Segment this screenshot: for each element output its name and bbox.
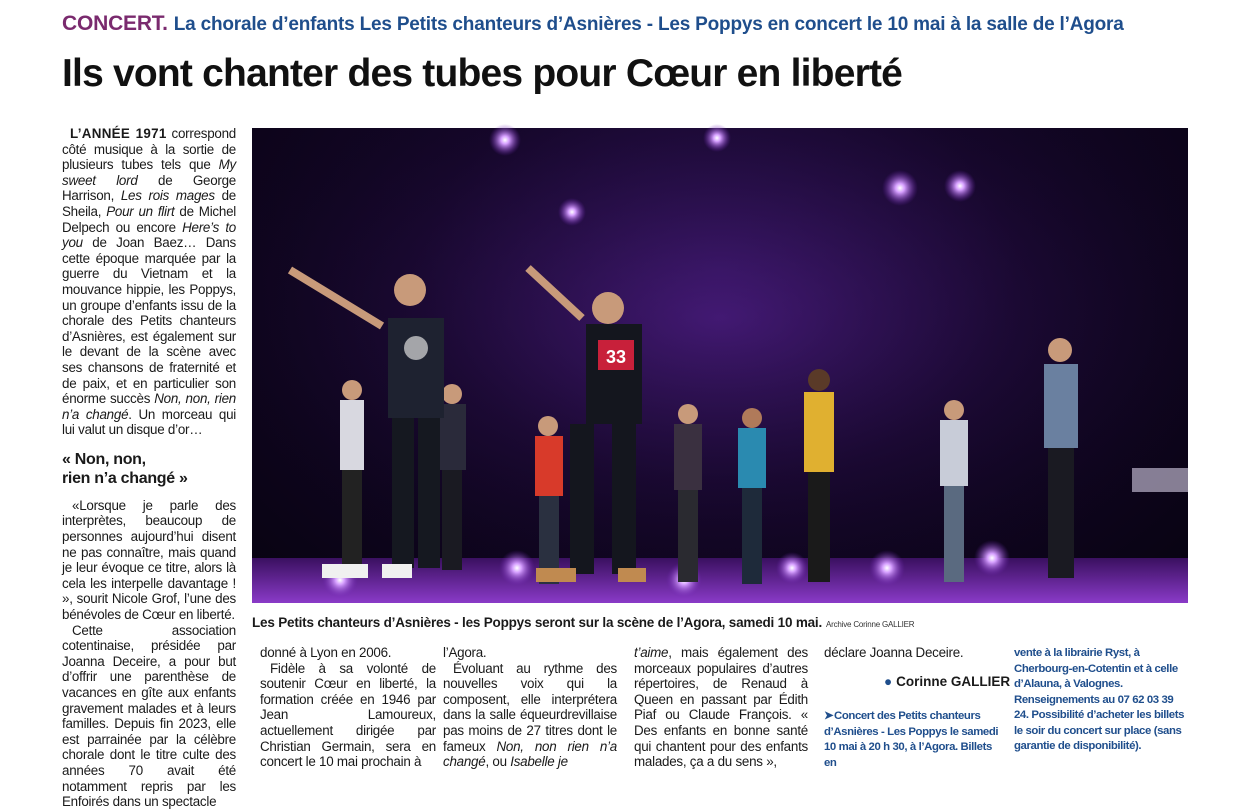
singer — [535, 416, 563, 584]
subheading: « Non, non, rien n’a changé » — [62, 450, 188, 487]
article-column-2 — [260, 645, 436, 770]
singer — [804, 369, 834, 582]
concert-info: ➤Concert des Petits chanteurs d’Asnières - Les Poppys le samedi 10 mai à 20 h 30, à l’Agora. Billets en — [824, 710, 999, 769]
paragraph: «Lorsque je parle des interprètes, beaucoup de personnes aujourd’hui disent ne pas connaître, mais quand je leur évoque ce titre, alors là cela les interpelle davantage ! », sourit Nicole Grof, l’une des bénévoles de Cœur en liberté. — [62, 497, 236, 623]
singer — [738, 408, 766, 584]
jersey-number: 33 — [605, 347, 627, 367]
paragraph: donné à Lyon en 2006. — [260, 645, 392, 660]
paragraph: déclare Joanna Deceire. — [824, 645, 964, 660]
concert-photo — [252, 128, 1188, 603]
lead-paragraph: L’ANNÉE 1971 correspond côté musique à la sortie de plusieurs tubes tels que My sweet lord de George Harrison, Les rois mages de Sheila, Pour un flirt de Michel Delpech ou encore Here’s to you de Joan Baez… Dans cette époque marquée par la guerre du Vietnam et la mouvance hippie, les Poppys, un groupe d’enfants issu de la chorale des Petits chanteurs d’Asnières, est également sur le devant de la scène avec ses chansons de fraternité et de paix, et en particulier son énorme succès Non, non, rien n’a changé. Un morceau qui lui valut un disque d’or… — [62, 126, 237, 438]
article-column-5 — [824, 645, 1000, 665]
paragraph: l’Agora. — [443, 645, 487, 660]
kicker-text: La chorale d’enfants Les Petits chanteurs d’Asnières - Les Poppys en concert le 10 mai à la salle de l’Agora — [173, 14, 1124, 35]
bullet-icon: ● — [884, 674, 893, 689]
paragraph: Évoluant au rythme des nouvelles voix qui la composent, elle interprétera dans la salle équeurdrevillaise pas moins de 27 titres dont le fameux Non, non rien n’a changé, ou Isabelle je — [443, 660, 617, 770]
section-tag: CONCERT. — [62, 12, 168, 35]
article-column-3 — [443, 645, 617, 770]
paragraph: t’aime, mais également des morceaux populaires d’autres répertoires, de Renaud à Queen en passant par Édith Piaf ou Claude François. « Des enfants en bonne santé qui chantent pour des enfants malades, ça a du sens », — [634, 645, 808, 770]
concert-info-continued: vente à la librairie Ryst, à Cherbourg-en-Cotentin et à celle d’Alauna, à Valognes. Renseignements au 07 62 03 39 24. Possibilité d’acheter les billets le soir du concert sur place (sans garantie de disponibilité). — [1014, 647, 1185, 752]
photo-credit: Archive Corinne GALLIER — [826, 620, 915, 629]
keyboard-stand — [1132, 468, 1188, 492]
article-headline: Ils vont chanter des tubes pour Cœur en liberté — [62, 52, 903, 95]
singer — [674, 404, 702, 582]
singer — [1044, 338, 1078, 578]
photo-caption: Les Petits chanteurs d’Asnières - les Poppys seront sur la scène de l’Agora, samedi 10 mai. Archive Corinne GALLIER — [252, 615, 915, 630]
paragraph: Cette association cotentinaise, présidée par Joanna Deceire, a pour but d’offrir une parenthèse de vacances en gîte aux enfants gravement malades et à leurs familles. Depuis fin 2023, elle est parrainée par la célèbre chorale dont le titre culte des années 70 avait été notamment repris par les Enfoirés dans un spectacle — [62, 622, 236, 810]
paragraph: Fidèle à sa volonté de soutenir Cœur en liberté, la formation créée en 1946 par Jean Lamoureux, actuellement dirigée par Christian Germain, sera en concert le 10 mai prochain à — [260, 660, 436, 770]
author-byline: ● Corinne GALLIER — [884, 674, 1011, 689]
singer — [940, 400, 968, 582]
article-column-1 — [62, 126, 237, 810]
article-kicker — [62, 12, 1222, 42]
arrow-icon: ➤ — [824, 710, 834, 722]
stage-illustration — [252, 128, 1188, 603]
singer — [340, 380, 364, 570]
article-column-4 — [634, 645, 808, 770]
